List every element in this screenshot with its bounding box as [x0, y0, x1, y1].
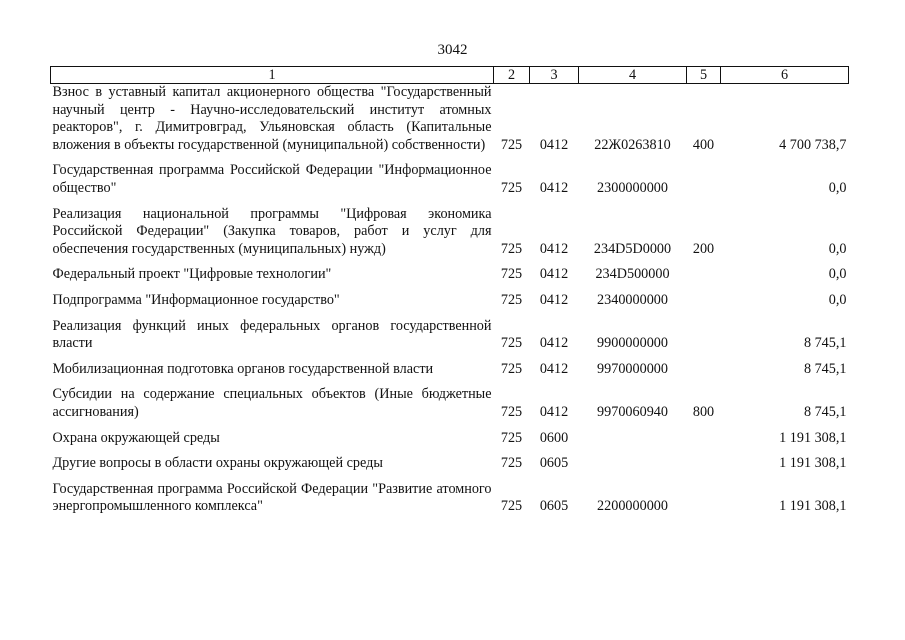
page-number: 3042: [437, 42, 468, 58]
table-row: [51, 386, 849, 429]
table-row: [51, 206, 849, 267]
ministry-code: 725: [500, 360, 523, 377]
expense-type-code: [687, 455, 721, 481]
target-article-code: 22Ж0263810: [594, 136, 671, 153]
target-article-code: 2340000000: [597, 291, 668, 308]
budget-table: [50, 66, 849, 524]
ministry-code: 725: [500, 136, 523, 153]
section-code: 0412: [539, 240, 569, 257]
amount: 0,0: [828, 179, 847, 196]
expense-type-code: 400: [692, 136, 715, 153]
expense-type-code: 200: [692, 240, 715, 257]
target-article-code: 2200000000: [597, 498, 668, 515]
expense-type-code: [687, 318, 721, 361]
row-name: Охрана окружающей среды: [52, 429, 220, 446]
table-row: [51, 318, 849, 361]
column-header: 5: [687, 67, 721, 84]
expense-type-code: [687, 430, 721, 456]
table-row: [51, 84, 849, 163]
row-name: Мобилизационная подготовка органов государственной власти: [52, 360, 434, 377]
section-code: 0412: [539, 335, 569, 352]
row-name: Реализация функций иных федеральных органов государственной власти: [52, 317, 492, 352]
target-article-code: 9970000000: [597, 360, 668, 377]
section-code: 0412: [539, 266, 569, 283]
expense-type-code: 800: [692, 403, 715, 420]
ministry-code: 725: [500, 335, 523, 352]
column-header: 2: [494, 67, 530, 84]
target-article-code: [579, 430, 687, 456]
column-header: 3: [530, 67, 579, 84]
row-name: Федеральный проект "Цифровые технологии": [52, 266, 332, 283]
amount: 8 745,1: [803, 335, 847, 352]
amount: 8 745,1: [803, 403, 847, 420]
section-code: 0605: [539, 498, 569, 515]
ministry-code: 725: [500, 266, 523, 283]
row-name: Субсидии на содержание специальных объектов (Иные бюджетные ассигнования): [52, 386, 492, 420]
expense-type-code: [687, 292, 721, 318]
target-article-code: 234D5D0000: [593, 240, 672, 257]
amount: 0,0: [828, 240, 847, 257]
table-row: [51, 266, 849, 292]
target-article-code: 2300000000: [597, 179, 668, 196]
expense-type-code: [687, 481, 721, 524]
ministry-code: 725: [500, 240, 523, 257]
row-name: Другие вопросы в области охраны окружающей среды: [52, 455, 383, 472]
ministry-code: 725: [500, 179, 523, 196]
amount: 1 191 308,1: [779, 429, 847, 446]
target-article-code: 9900000000: [597, 335, 668, 352]
ministry-code: 725: [500, 429, 523, 446]
ministry-code: 725: [500, 455, 523, 472]
table-row: [51, 481, 849, 524]
row-name: Государственная программа Российской Федерации "Развитие атомного энергопромышленного комплекса": [52, 480, 492, 515]
column-number-header: [51, 67, 849, 84]
section-code: 0412: [539, 403, 569, 420]
target-article-code: 234D500000: [595, 266, 670, 283]
table-row: [51, 162, 849, 205]
section-code: 0412: [539, 360, 569, 377]
amount: 0,0: [828, 266, 847, 283]
column-header: 1: [51, 67, 494, 84]
target-article-code: [579, 455, 687, 481]
expense-type-code: [687, 162, 721, 205]
ministry-code: 725: [500, 498, 523, 515]
table-row: [51, 361, 849, 387]
amount: 4 700 738,7: [779, 136, 847, 153]
amount: 8 745,1: [803, 360, 847, 377]
amount: 1 191 308,1: [779, 498, 847, 515]
amount: 0,0: [828, 291, 847, 308]
section-code: 0412: [539, 291, 569, 308]
row-name: Взнос в уставный капитал акционерного общества "Государственный научный центр - Научно-исследовательский институт атомных реакторов", г. Димитровград, Ульяновская область (Капитальные вложения в объекты государственной (муниципальной) собственности): [52, 84, 492, 153]
section-code: 0600: [539, 429, 569, 446]
column-header: 4: [579, 67, 687, 84]
ministry-code: 725: [500, 291, 523, 308]
column-header: 6: [721, 67, 849, 84]
table-row: [51, 430, 849, 456]
ministry-code: 725: [500, 403, 523, 420]
table-row: [51, 455, 849, 481]
section-code: 0605: [539, 455, 569, 472]
table-body: [51, 84, 849, 524]
target-article-code: 9970060940: [597, 403, 668, 420]
amount: 1 191 308,1: [779, 455, 847, 472]
row-name: Реализация национальной программы "Цифровая экономика Российской Федерации" (Закупка товаров, работ и услуг для обеспечения государственных (муниципальных) нужд): [52, 205, 492, 257]
section-code: 0412: [539, 179, 569, 196]
expense-type-code: [687, 266, 721, 292]
section-code: 0412: [539, 136, 569, 153]
table-row: [51, 292, 849, 318]
row-name: Подпрограмма "Информационное государство": [52, 291, 340, 308]
expense-type-code: [687, 361, 721, 387]
row-name: Государственная программа Российской Федерации "Информационное общество": [52, 162, 492, 196]
